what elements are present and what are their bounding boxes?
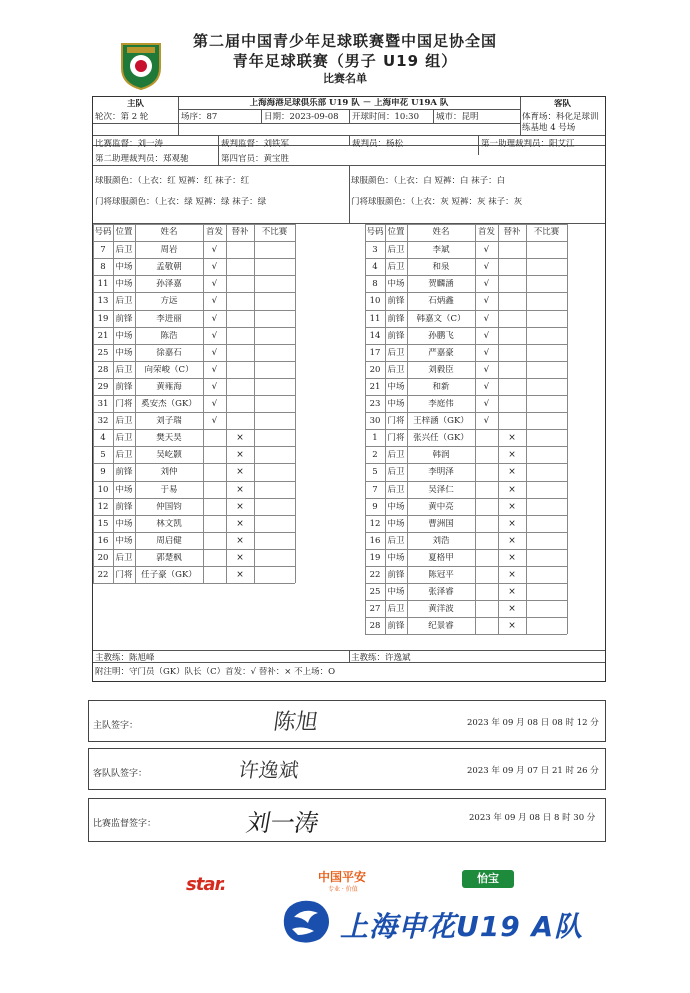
away-player-name: 吴泽仁 [428, 484, 454, 495]
away-player-pos: 中场 [387, 279, 405, 290]
away-player-pos: 前锋 [387, 570, 405, 580]
away-col-line [567, 224, 568, 634]
home-player-start: √ [211, 330, 218, 341]
away-player-pos: 后卫 [387, 347, 405, 358]
away-row-line [365, 463, 567, 464]
home-player-pos: 后卫 [115, 245, 133, 256]
home-player-name: 仲国钧 [156, 501, 182, 512]
home-player-name: 郭楚枫 [156, 552, 182, 563]
away-signature-box [88, 748, 606, 790]
home-player-sub: × [236, 467, 244, 478]
away-player-start: √ [483, 416, 490, 427]
home-player-name: 周岩 [160, 245, 178, 256]
away-row-line [365, 446, 567, 447]
home-player-no: 13 [97, 296, 109, 307]
header-title-line1: 第二届中国青少年足球联赛暨中国足协全国 [192, 32, 497, 50]
referee-supervisor: 裁判监督：刘铁军 [221, 139, 290, 149]
away-player-start: √ [483, 313, 490, 324]
home-row-line [93, 344, 295, 345]
away-player-name: 刘毅臣 [428, 364, 454, 375]
home-signature-label: 主队签字： [93, 721, 139, 731]
away-player-sub: × [508, 621, 516, 632]
home-row-line [93, 429, 295, 430]
supervisor-signature: 刘一涛 [244, 809, 322, 837]
home-col-line [295, 224, 296, 583]
away-player-sub: × [508, 450, 516, 461]
away-player-start: √ [483, 364, 490, 375]
away-player-no: 5 [372, 467, 378, 478]
away-player-no: 22 [369, 570, 381, 580]
home-player-no: 12 [97, 501, 109, 512]
home-player-name: 刘子瑞 [156, 416, 182, 427]
home-player-name: 陈浩 [160, 330, 178, 341]
away-player-pos: 中场 [387, 501, 405, 512]
match-title: 上海海港足球俱乐部 U19 队 － 上海申花 U19A 队 [249, 98, 449, 108]
away-player-start: √ [483, 245, 490, 256]
home-row-line [93, 463, 295, 464]
away-player-pos: 后卫 [387, 450, 405, 461]
away-player-no: 8 [372, 279, 378, 290]
star-sponsor-logo: star. [186, 874, 226, 895]
city: 城市：昆明 [436, 112, 479, 122]
away-player-pos: 中场 [387, 381, 405, 392]
away-player-name: 纪景睿 [428, 621, 454, 632]
home-player-start: √ [211, 416, 218, 427]
home-row-line [93, 310, 295, 311]
home-signature-box [88, 700, 606, 742]
away-row-line [365, 327, 567, 328]
home-row-line [93, 515, 295, 516]
home-player-name: 林文凯 [156, 518, 182, 529]
away-player-pos: 后卫 [387, 467, 405, 478]
home-player-pos: 后卫 [115, 433, 133, 444]
home-row-line [93, 549, 295, 550]
away-player-name: 张兴任（GK） [413, 433, 469, 444]
home-col-line [254, 224, 255, 583]
home-player-start: √ [211, 364, 218, 375]
away-player-name: 张泽睿 [428, 587, 454, 598]
home-player-pos: 中场 [115, 279, 133, 290]
home-player-no: 25 [97, 347, 109, 358]
away-player-pos: 后卫 [387, 535, 405, 546]
home-player-no: 31 [97, 399, 109, 409]
home-player-name: 奚安杰（GK） [141, 399, 197, 409]
away-player-name: 和泉 [432, 262, 450, 273]
away-player-no: 16 [369, 535, 381, 546]
home-player-name: 黄雍海 [156, 381, 182, 392]
away-col-line [526, 224, 527, 634]
home-player-sub: × [236, 484, 244, 495]
away-player-start: √ [483, 330, 490, 341]
home-player-no: 9 [100, 467, 106, 478]
home-row-line [93, 583, 295, 584]
away-player-name: 夏格甲 [428, 552, 454, 563]
away-player-start: √ [483, 347, 490, 358]
home-player-no: 8 [100, 262, 106, 273]
away-player-start: √ [483, 279, 490, 290]
home-player-name: 吴屹颢 [156, 450, 182, 461]
away-col-header: 姓名 [432, 227, 450, 237]
away-row-line [365, 583, 567, 584]
home-row-line [93, 292, 295, 293]
yibao-sponsor-logo: 怡宝 [462, 870, 514, 888]
home-player-no: 15 [97, 518, 109, 529]
home-row-line [93, 361, 295, 362]
home-col-line [226, 224, 227, 583]
home-player-name: 樊天昊 [156, 433, 182, 444]
home-row-line [93, 566, 295, 567]
home-player-no: 21 [97, 330, 109, 341]
home-player-no: 29 [97, 381, 109, 392]
home-player-pos: 后卫 [115, 552, 133, 563]
away-player-pos: 中场 [387, 587, 405, 598]
home-player-sub: × [236, 433, 244, 444]
home-player-no: 19 [97, 313, 109, 324]
pingan-sponsor-tagline: 专业 · 价值 [328, 886, 358, 893]
away-col-header: 替补 [503, 227, 521, 237]
home-player-pos: 后卫 [115, 364, 133, 375]
home-row-line [93, 275, 295, 276]
away-row-line [365, 395, 567, 396]
away-gk-kit-colors: 门将球服颜色：（上衣：灰 短裤：灰 袜子：灰 [351, 197, 523, 207]
away-row-line [365, 498, 567, 499]
away-player-pos: 中场 [387, 518, 405, 529]
home-player-pos: 门将 [115, 399, 133, 409]
home-player-pos: 前锋 [115, 381, 133, 392]
home-player-sub: × [236, 535, 244, 546]
home-kit-colors: 球服颜色：（上衣：红 短裤：红 袜子：红 [95, 176, 250, 186]
away-player-sub: × [508, 501, 516, 512]
away-row-line [365, 634, 567, 635]
away-row-line [365, 617, 567, 618]
shenhua-lion-logo [278, 895, 334, 947]
supervisor-signature-box [88, 798, 606, 842]
home-col-header: 位置 [115, 227, 133, 237]
away-player-name: 严嘉豪 [428, 347, 454, 358]
away-team-label: 客队 [553, 99, 571, 109]
away-player-name: 李庭伟 [428, 399, 454, 409]
home-head-coach: 主教练：陈旭峰 [95, 653, 155, 663]
away-row-line [365, 310, 567, 311]
home-player-no: 22 [97, 570, 109, 580]
home-player-no: 20 [97, 552, 109, 563]
fourth-official: 第四官员：黄宝胜 [221, 154, 290, 164]
away-player-sub: × [508, 484, 516, 495]
home-player-pos: 中场 [115, 330, 133, 341]
away-row-line [365, 361, 567, 362]
home-player-name: 任子豪（GK） [141, 570, 197, 580]
away-col-header: 位置 [387, 227, 405, 237]
away-player-name: 石炳鑫 [428, 296, 454, 307]
home-player-sub: × [236, 518, 244, 529]
away-player-sub: × [508, 433, 516, 444]
home-player-pos: 中场 [115, 347, 133, 358]
away-player-name: 李斌 [432, 245, 450, 256]
home-row-line [93, 481, 295, 482]
home-player-no: 10 [97, 484, 109, 495]
home-player-pos: 前锋 [115, 467, 133, 478]
pingan-sponsor-logo: 中国平安 [318, 870, 367, 884]
assistant-referee-1: 第一助理裁判员：阳艾江 [481, 139, 575, 149]
home-player-name: 方远 [160, 296, 178, 307]
home-player-start: √ [211, 279, 218, 290]
home-player-start: √ [211, 313, 218, 324]
away-player-start: √ [483, 399, 490, 409]
away-player-name: 韩嘉文（C） [416, 313, 466, 324]
home-row-line [93, 241, 295, 242]
away-player-no: 12 [369, 518, 381, 529]
away-row-line [365, 275, 567, 276]
away-player-pos: 门将 [387, 416, 405, 427]
match-date: 日期：2023-09-08 [264, 112, 339, 122]
home-player-pos: 中场 [115, 262, 133, 273]
home-player-no: 5 [100, 450, 106, 461]
home-signature-date: 2023 年 09 月 08 日 08 时 12 分 [467, 718, 599, 728]
away-player-name: 黄中亮 [428, 501, 454, 512]
away-player-no: 23 [369, 399, 381, 409]
away-player-name: 王梓涵（GK） [413, 416, 469, 427]
away-signature-label: 客队队签字： [93, 769, 148, 779]
home-player-no: 7 [100, 245, 106, 256]
away-kit-colors: 球服颜色：（上衣：白 短裤：白 袜子：白 [351, 176, 506, 186]
home-player-name: 向荣峻（C） [144, 364, 194, 375]
away-row-line [365, 241, 567, 242]
home-player-no: 32 [97, 416, 109, 427]
home-player-sub: × [236, 501, 244, 512]
away-player-no: 2 [372, 450, 378, 461]
away-row-line [365, 412, 567, 413]
home-player-sub: × [236, 552, 244, 563]
away-row-line [365, 429, 567, 430]
home-player-no: 4 [100, 433, 106, 444]
home-player-start: √ [211, 381, 218, 392]
away-player-no: 17 [369, 347, 381, 358]
away-row-line [365, 378, 567, 379]
away-signature: 许逸斌 [237, 758, 301, 782]
away-player-no: 10 [369, 296, 381, 307]
home-row-line [93, 224, 295, 225]
home-gk-kit-colors: 门将球服颜色：（上衣：绿 短裤：绿 袜子：绿 [95, 197, 267, 207]
home-col-header: 替补 [231, 227, 249, 237]
home-player-pos: 后卫 [115, 296, 133, 307]
match-supervisor: 比赛监督：刘一涛 [95, 139, 164, 149]
away-player-name: 刘浩 [432, 535, 450, 546]
home-player-no: 16 [97, 535, 109, 546]
away-player-pos: 后卫 [387, 604, 405, 615]
away-player-pos: 前锋 [387, 621, 405, 632]
away-player-no: 30 [369, 416, 381, 427]
away-player-sub: × [508, 604, 516, 615]
home-col-header: 不比赛 [261, 227, 288, 237]
home-player-start: √ [211, 296, 218, 307]
away-row-line [365, 515, 567, 516]
home-player-start: √ [211, 262, 218, 273]
home-team-label: 主队 [126, 99, 144, 109]
away-col-header: 号码 [366, 227, 384, 237]
kickoff-time: 开球时间：10:30 [352, 112, 419, 122]
home-col-header: 首发 [205, 227, 223, 237]
away-col-header: 不比赛 [533, 227, 560, 237]
away-player-no: 1 [372, 433, 378, 444]
away-col-header: 首发 [477, 227, 495, 237]
away-player-pos: 后卫 [387, 245, 405, 256]
away-row-line [365, 344, 567, 345]
away-player-start: √ [483, 296, 490, 307]
away-row-line [365, 549, 567, 550]
away-player-sub: × [508, 518, 516, 529]
away-player-no: 25 [369, 587, 381, 598]
away-player-name: 黄洋波 [428, 604, 454, 615]
away-player-no: 4 [372, 262, 378, 273]
home-row-line [93, 327, 295, 328]
away-player-name: 孙鹏飞 [428, 330, 454, 341]
round-info: 轮次：第 2 轮 [95, 112, 149, 122]
away-player-name: 和新 [432, 381, 450, 392]
away-row-line [365, 600, 567, 601]
away-player-sub: × [508, 570, 516, 580]
away-row-line [365, 481, 567, 482]
away-player-start: √ [483, 262, 490, 273]
away-row-line [365, 532, 567, 533]
home-player-pos: 前锋 [115, 313, 133, 324]
team-banner: 上海申花U19 A队 [340, 910, 584, 943]
away-player-pos: 后卫 [387, 262, 405, 273]
away-row-line [365, 292, 567, 293]
away-player-name: 贺麟涵 [428, 279, 454, 290]
away-player-pos: 门将 [387, 433, 405, 444]
away-signature-date: 2023 年 09 月 07 日 21 时 26 分 [467, 766, 599, 776]
away-player-name: 韩润 [432, 450, 450, 461]
home-player-pos: 后卫 [115, 416, 133, 427]
away-player-name: 李明泽 [428, 467, 454, 478]
field-no: 场序：87 [181, 112, 218, 122]
away-player-sub: × [508, 535, 516, 546]
away-player-pos: 中场 [387, 399, 405, 409]
away-row-line [365, 566, 567, 567]
home-player-no: 28 [97, 364, 109, 375]
away-player-no: 9 [372, 501, 378, 512]
away-player-pos: 前锋 [387, 313, 405, 324]
home-player-start: √ [211, 347, 218, 358]
assistant-referee-2: 第二助理裁判员：郑观驰 [95, 154, 189, 164]
home-player-sub: × [236, 450, 244, 461]
away-player-pos: 后卫 [387, 484, 405, 495]
home-player-sub: × [236, 570, 244, 580]
home-player-name: 孟敬朝 [156, 262, 182, 273]
away-player-no: 3 [372, 245, 378, 256]
home-row-line [93, 395, 295, 396]
home-player-start: √ [211, 245, 218, 256]
header-title-line3: 比赛名单 [323, 72, 367, 85]
home-row-line [93, 446, 295, 447]
home-player-name: 于易 [160, 484, 178, 495]
home-player-pos: 门将 [115, 570, 133, 580]
home-player-pos: 中场 [115, 518, 133, 529]
away-row-line [365, 224, 567, 225]
away-player-pos: 前锋 [387, 296, 405, 307]
header-title-line2: 青年足球联赛（男子 U19 组） [232, 52, 458, 70]
away-player-pos: 中场 [387, 552, 405, 563]
away-player-no: 28 [369, 621, 381, 632]
away-player-no: 27 [369, 604, 381, 615]
home-signature: 陈旭 [271, 710, 320, 735]
home-row-line [93, 498, 295, 499]
away-player-sub: × [508, 587, 516, 598]
home-row-line [93, 378, 295, 379]
home-row-line [93, 258, 295, 259]
home-row-line [93, 532, 295, 533]
away-head-coach: 主教练：许逸斌 [351, 653, 411, 663]
venue: 体育场：科化足球训练基地 4 号场 [522, 112, 599, 133]
home-player-name: 徐嘉石 [156, 347, 182, 358]
away-player-no: 14 [369, 330, 381, 341]
referee: 裁判员：杨松 [352, 139, 404, 149]
legend-note: 附注明：守门员（GK）队长（C）首发：√ 替补：× 不上场：O [95, 667, 336, 677]
home-col-header: 号码 [94, 227, 112, 237]
home-player-pos: 中场 [115, 535, 133, 546]
away-player-no: 20 [369, 364, 381, 375]
home-player-start: √ [211, 399, 218, 409]
home-player-name: 刘仲 [160, 467, 178, 478]
home-col-header: 姓名 [160, 227, 178, 237]
home-row-line [93, 412, 295, 413]
away-player-sub: × [508, 552, 516, 563]
supervisor-signature-label: 比赛监督签字： [93, 819, 157, 829]
away-player-name: 陈冠平 [428, 570, 454, 580]
away-player-sub: × [508, 467, 516, 478]
away-player-start: √ [483, 381, 490, 392]
home-player-pos: 中场 [115, 484, 133, 495]
home-player-name: 周启健 [156, 535, 182, 546]
supervisor-signature-date: 2023 年 09 月 08 日 8 时 30 分 [469, 813, 596, 823]
away-player-no: 7 [372, 484, 378, 495]
home-player-name: 李进丽 [156, 313, 182, 324]
away-player-name: 曹洲国 [428, 518, 454, 529]
away-player-no: 21 [369, 381, 381, 392]
roster-sheet [92, 96, 606, 682]
away-player-no: 11 [369, 313, 381, 324]
home-player-pos: 前锋 [115, 501, 133, 512]
home-player-no: 11 [97, 279, 109, 290]
away-player-no: 19 [369, 552, 381, 563]
away-row-line [365, 258, 567, 259]
home-player-pos: 后卫 [115, 450, 133, 461]
away-player-pos: 前锋 [387, 330, 405, 341]
away-player-pos: 后卫 [387, 364, 405, 375]
home-player-name: 孙泽嘉 [156, 279, 182, 290]
